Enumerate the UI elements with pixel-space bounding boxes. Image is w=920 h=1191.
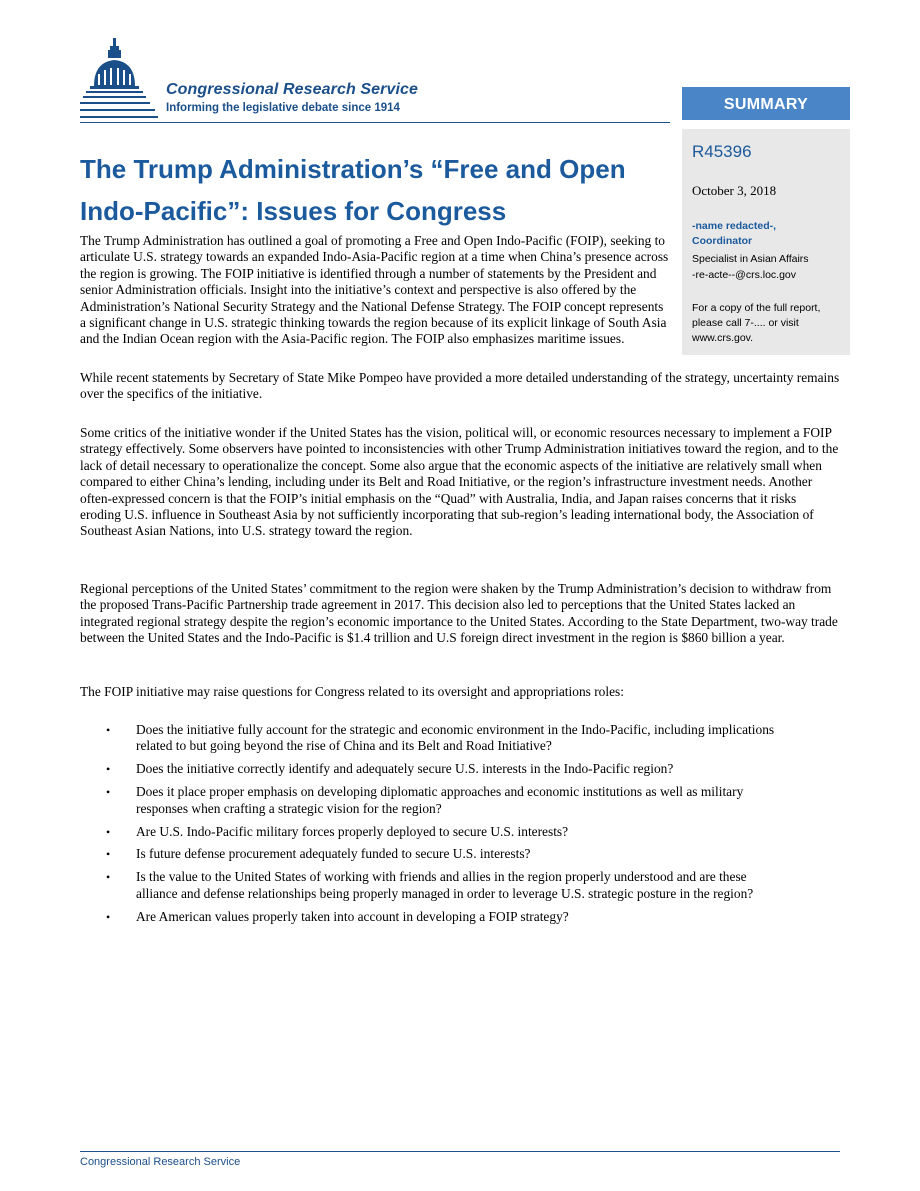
bullet-icon: • — [106, 824, 111, 839]
capitol-dome-logo-icon — [80, 36, 160, 122]
author-title: Specialist in Asian Affairs — [692, 253, 809, 265]
report-id: R45396 — [692, 142, 752, 161]
question-list — [80, 722, 840, 932]
list-item — [80, 824, 786, 840]
list-item — [80, 784, 786, 817]
list-item-text: Is the value to the United States of working with friends and allies in the region properly understood and are these alliance and defense relationships being properly managed in order to leverage U.S. strategic posture in the region? — [136, 869, 754, 901]
author-role: Coordinator — [692, 235, 753, 247]
paragraph-questions-intro: The FOIP initiative may raise questions for Congress related to its oversight and appropriations roles: — [80, 684, 624, 699]
org-tagline: Informing the legislative debate since 1914 — [166, 102, 400, 114]
bullet-icon: • — [106, 847, 111, 862]
author-details — [692, 251, 848, 283]
paragraph-perceptions: Regional perceptions of the United States’ commitment to the region were shaken by the Trump Administration’s decision to withdraw from the proposed Trans-Pacific Partnership trade agreement in 2017. This decision also led to perceptions that the United States lacked an integrated regional strategy despite the region’s economic importance to the United States. According to the State Department, two-way trade between the United States and the Indo-Pacific is $1.4 trillion and U.S foreign direct investment in the region is $860 billion a year. — [80, 581, 838, 646]
bullet-icon: • — [106, 785, 111, 800]
page-title: The Trump Administration’s “Free and Open Indo-Pacific”: Issues for Congress — [80, 154, 626, 226]
list-item — [80, 909, 786, 925]
copy-note: For a copy of the full report, please call 7-.... or visit www.crs.gov. — [692, 302, 821, 344]
footer-text: Congressional Research Service — [80, 1156, 241, 1168]
list-item — [80, 761, 786, 777]
list-item-text: Does the initiative correctly identify and adequately secure U.S. interests in the Indo-Pacific region? — [136, 761, 674, 777]
list-item-text: Are American values properly taken into account in developing a FOIP strategy? — [136, 908, 569, 924]
header-divider — [80, 122, 670, 123]
author-block — [692, 219, 842, 249]
list-item — [80, 846, 786, 862]
author-name: -name redacted-, — [692, 220, 777, 232]
summary-label: SUMMARY — [682, 87, 850, 120]
list-item-text: Is future defense procurement adequately funded to secure U.S. interests? — [136, 846, 531, 862]
org-name: Congressional Research Service — [166, 81, 419, 98]
footer-divider — [80, 1151, 840, 1152]
bullet-icon: • — [106, 909, 111, 924]
bullet-icon: • — [106, 870, 111, 885]
list-item — [80, 869, 786, 902]
list-item-text: Does it place proper emphasis on developing diplomatic approaches and economic institutions as well as military responses when crafting a strategic vision for the region? — [136, 784, 744, 816]
report-date: October 3, 2018 — [692, 183, 777, 198]
paragraph-critics: Some critics of the initiative wonder if the United States has the vision, political will, or economic resources necessary to implement a FOIP strategy effectively. Some observers have pointed to inconsistencies with other Trump Administration initiatives toward the region, and to the lack of detail necessary to operationalize the concept. Some also argue that the economic aspects of the initiative are relatively small when compared to either China’s lending, including under its Belt and Road Initiative, or the region’s infrastructure investment needs. Another often-expressed concern is that the FOIP’s initial emphasis on the “Quad” with Australia, India, and Japan raises concerns that it risks eroding U.S. influence in Southeast Asia by not sufficiently incorporating that sub-region’s leading international body, the Association of Southeast Asian Nations, into U.S. strategy toward the region. — [80, 425, 839, 539]
bullet-icon: • — [106, 762, 111, 777]
paragraph-intro: The Trump Administration has outlined a goal of promoting a Free and Open Indo-Pacific (FOIP), seeking to articulate U.S. strategy towards an expanded Indo-Asia-Pacific region at a time when China’s presence across the region is growing. The FOIP initiative is identified through a number of statements by the President and senior Administration officials. Insight into the initiative’s context and perspective is also offered by the Administration’s National Security Strategy and the National Defense Strategy. The FOIP concept represents a significant change in U.S. strategic thinking towards the region because of its explicit linkage of South Asia and the Indian Ocean region with the Asia-Pacific region. The FOIP also emphasizes maritime issues. — [80, 233, 669, 347]
list-item-text: Does the initiative fully account for the strategic and economic environment in the Indo-Pacific, including implications related to but going beyond the rise of China and its Belt and Road Initiative? — [136, 722, 775, 754]
bullet-icon: • — [106, 723, 111, 737]
list-item — [80, 722, 786, 755]
list-item-text: Are U.S. Indo-Pacific military forces properly deployed to secure U.S. interests? — [136, 823, 569, 839]
author-email: -re-acte--@crs.loc.gov — [692, 269, 797, 281]
paragraph-intro-continued: While recent statements by Secretary of State Mike Pompeo have provided a more detailed understanding of the strategy, uncertainty remains over the specifics of the initiative. — [80, 370, 840, 402]
